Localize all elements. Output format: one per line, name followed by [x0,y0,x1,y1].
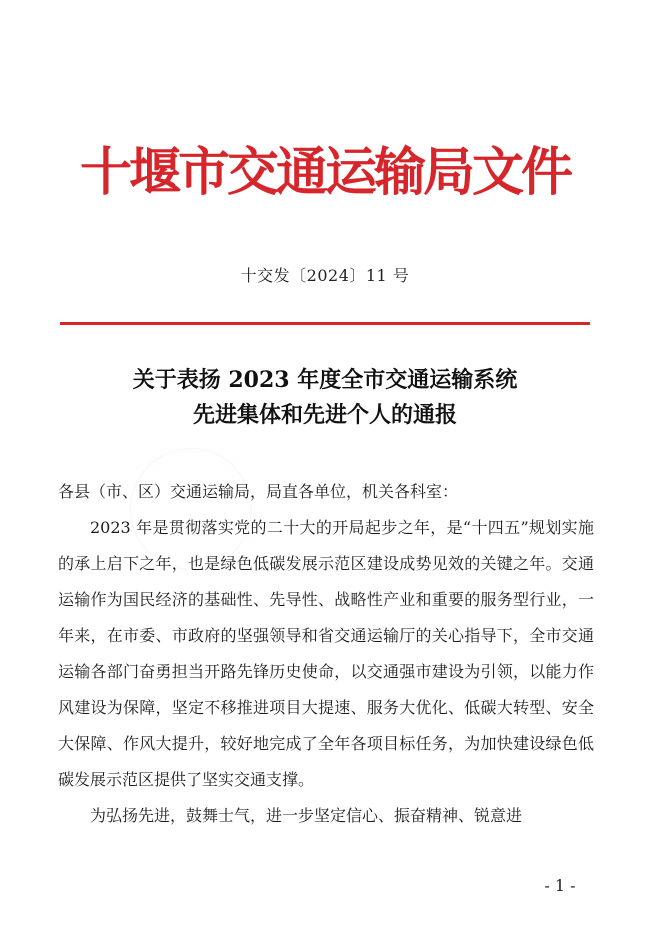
title-line-1: 关于表扬 2023 年度全市交通运输系统 [132,367,518,393]
document-title [0,363,650,433]
page-number: - 1 - [544,876,576,895]
salutation: 各县（市、区）交通运输局，局直各单位，机关各科室： [58,482,459,501]
red-divider-line [60,322,590,325]
paragraph-2: 为弘扬先进，鼓舞士气，进一步坚定信心、振奋精神、锐意进 [90,806,523,825]
document-masthead: 十堰市交通运输局文件 [79,142,570,203]
document-body [58,474,594,834]
title-line-2: 先进集体和先进个人的通报 [192,402,457,428]
paragraph-1: 2023 年是贯彻落实党的二十大的开局起步之年，是“十四五”规划实施的承上启下之年，也是绿色低碳发展示范区建设成势见效的关键之年。交通运输作为国民经济的基础性、先导性、战略性产业和重要的服务型行业，一年来，在市委、市政府的坚强领导和省交通运输厅的关心指导下，全市交通运输各部门奋勇担当开路先锋历史使命，以交通强市建设为引领，以能力作风建设为保障，坚定不移推进项目大提速、服务大优化、低碳大转型、安全大保障、作风大提升，较好地完成了全年各项目标任务，为加快建设绿色低碳发展示范区提供了坚实交通支撑。 [58,518,594,789]
document-number: 十交发〔2024〕11 号 [240,266,410,285]
